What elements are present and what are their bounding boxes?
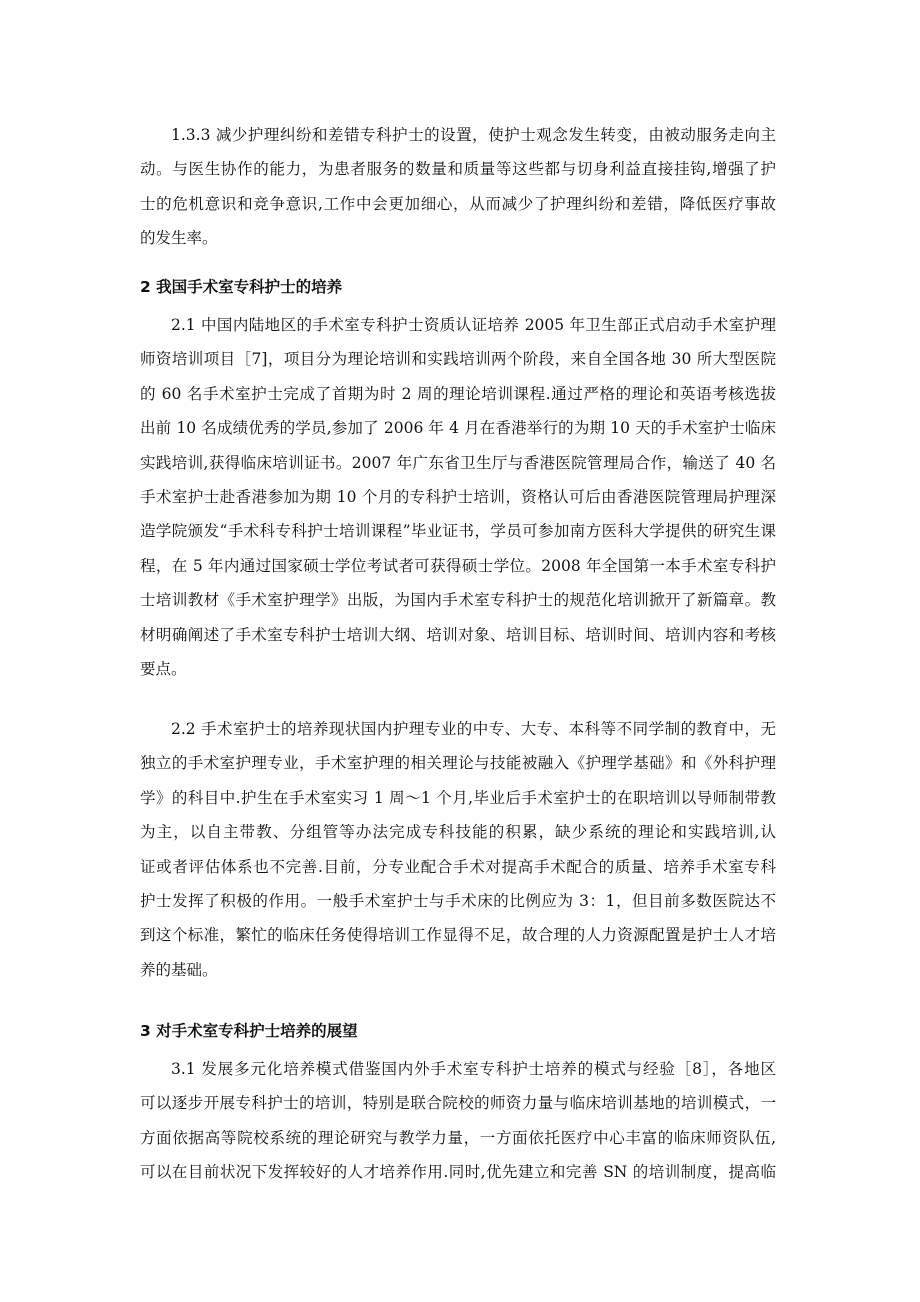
paragraph-line: 方面依据高等院校系统的理论研究与教学力量，一方面依托医疗中心丰富的临床师资队伍, xyxy=(140,1128,776,1147)
paragraph-line: 的发生率。 xyxy=(140,229,218,248)
paragraph-line: 为主，以自主带教、分组管等办法完成专科技能的积累，缺少系统的理论和实践培训,认 xyxy=(140,823,776,842)
paragraph-line: 士培训教材《手术室护理学》出版，为国内手术室专科护士的规范化培训掀开了新篇章。教 xyxy=(140,591,776,610)
paragraph-2-1 xyxy=(140,308,776,686)
paragraph-line: 可以逐步开展专科护士的培训，特别是联合院校的师资力量与临床培训基地的培训模式，一 xyxy=(140,1094,776,1113)
paragraph-line: 到这个标准，繁忙的临床任务使得培训工作显得不足，故合理的人力资源配置是护士人才培 xyxy=(140,926,776,945)
paragraph-line: 动。与医生协作的能力，为患者服务的数量和质量等这些都与切身利益直接挂钩,增强了护 xyxy=(140,160,776,179)
paragraph-line: 造学院颁发“手术科专科护士培训课程”毕业证书，学员可参加南方医科大学提供的研究生课 xyxy=(140,522,776,541)
paragraph-line: 实践培训,获得临床培训证书。2007 年广东省卫生厅与香港医院管理局合作，输送了 40 名 xyxy=(140,453,776,472)
paragraph-line: 要点。 xyxy=(140,659,187,678)
paragraph-line: 养的基础。 xyxy=(140,960,218,979)
paragraph-line: 的 60 名手术室护士完成了首期为时 2 周的理论培训课程.通过严格的理论和英语考核选拔 xyxy=(140,384,776,403)
paragraph-line: 可以在目前状况下发挥较好的人才培养作用.同时,优先建立和完善 SN 的培训制度，提高临 xyxy=(140,1163,776,1182)
paragraph-line: 出前 10 名成绩优秀的学员,参加了 2006 年 4 月在香港举行的为期 10 天的手术室护士临床 xyxy=(140,419,776,438)
paragraph-line: 1.3.3 减少护理纠纷和差错专科护士的设置，使护士观念发生转变，由被动服务走向主 xyxy=(171,126,776,144)
paragraph-line: 证或者评估体系也不完善.目前，分专业配合手术对提高手术配合的质量、培养手术室专科 xyxy=(140,857,776,876)
paragraph-1-3-3 xyxy=(140,118,776,256)
paragraph-line: 独立的手术室护理专业，手术室护理的相关理论与技能被融入《护理学基础》和《外科护理 xyxy=(140,754,776,773)
paragraph-line: 护士发挥了积极的作用。一般手术室护士与手术床的比例应为 3：1，但目前多数医院达不 xyxy=(140,891,776,910)
paragraph-line: 学》的科目中.护生在手术室实习 1 周～1 个月,毕业后手术室护士的在职培训以导师制带教 xyxy=(140,788,776,807)
paragraph-line: 2.2 手术室护士的培养现状国内护理专业的中专、大专、本科等不同学制的教育中，无 xyxy=(171,720,776,738)
paragraph-line: 3.1 发展多元化培养模式借鉴国内外手术室专科护士培养的模式与经验［8］，各地区 xyxy=(171,1060,776,1078)
paragraph-line: 手术室护士赴香港参加为期 10 个月的专科护士培训，资格认可后由香港医院管理局护理深 xyxy=(140,487,776,506)
paragraph-line: 程，在 5 年内通过国家硕士学位考试者可获得硕士学位。2008 年全国第一本手术室专科护 xyxy=(140,556,776,575)
paragraph-2-2 xyxy=(140,712,776,987)
section-heading-3: 3 对手术室专科护士培养的展望 xyxy=(140,1022,358,1040)
paragraph-line: 师资培训项目［7]，项目分为理论培训和实践培训两个阶段，来自全国各地 30 所大型医院 xyxy=(140,350,776,369)
paragraph-line: 2.1 中国内陆地区的手术室专科护士资质认证培养 2005 年卫生部正式启动手术室护理 xyxy=(171,316,776,334)
paragraph-line: 材明确阐述了手术室专科护士培训大纲、培训对象、培训目标、培训时间、培训内容和考核 xyxy=(140,625,776,644)
paragraph-3-1 xyxy=(140,1052,776,1190)
paragraph-line: 士的危机意识和竞争意识,工作中会更加细心，从而减少了护理纠纷和差错，降低医疗事故 xyxy=(140,194,776,213)
section-heading-2: 2 我国手术室专科护士的培养 xyxy=(140,278,343,296)
